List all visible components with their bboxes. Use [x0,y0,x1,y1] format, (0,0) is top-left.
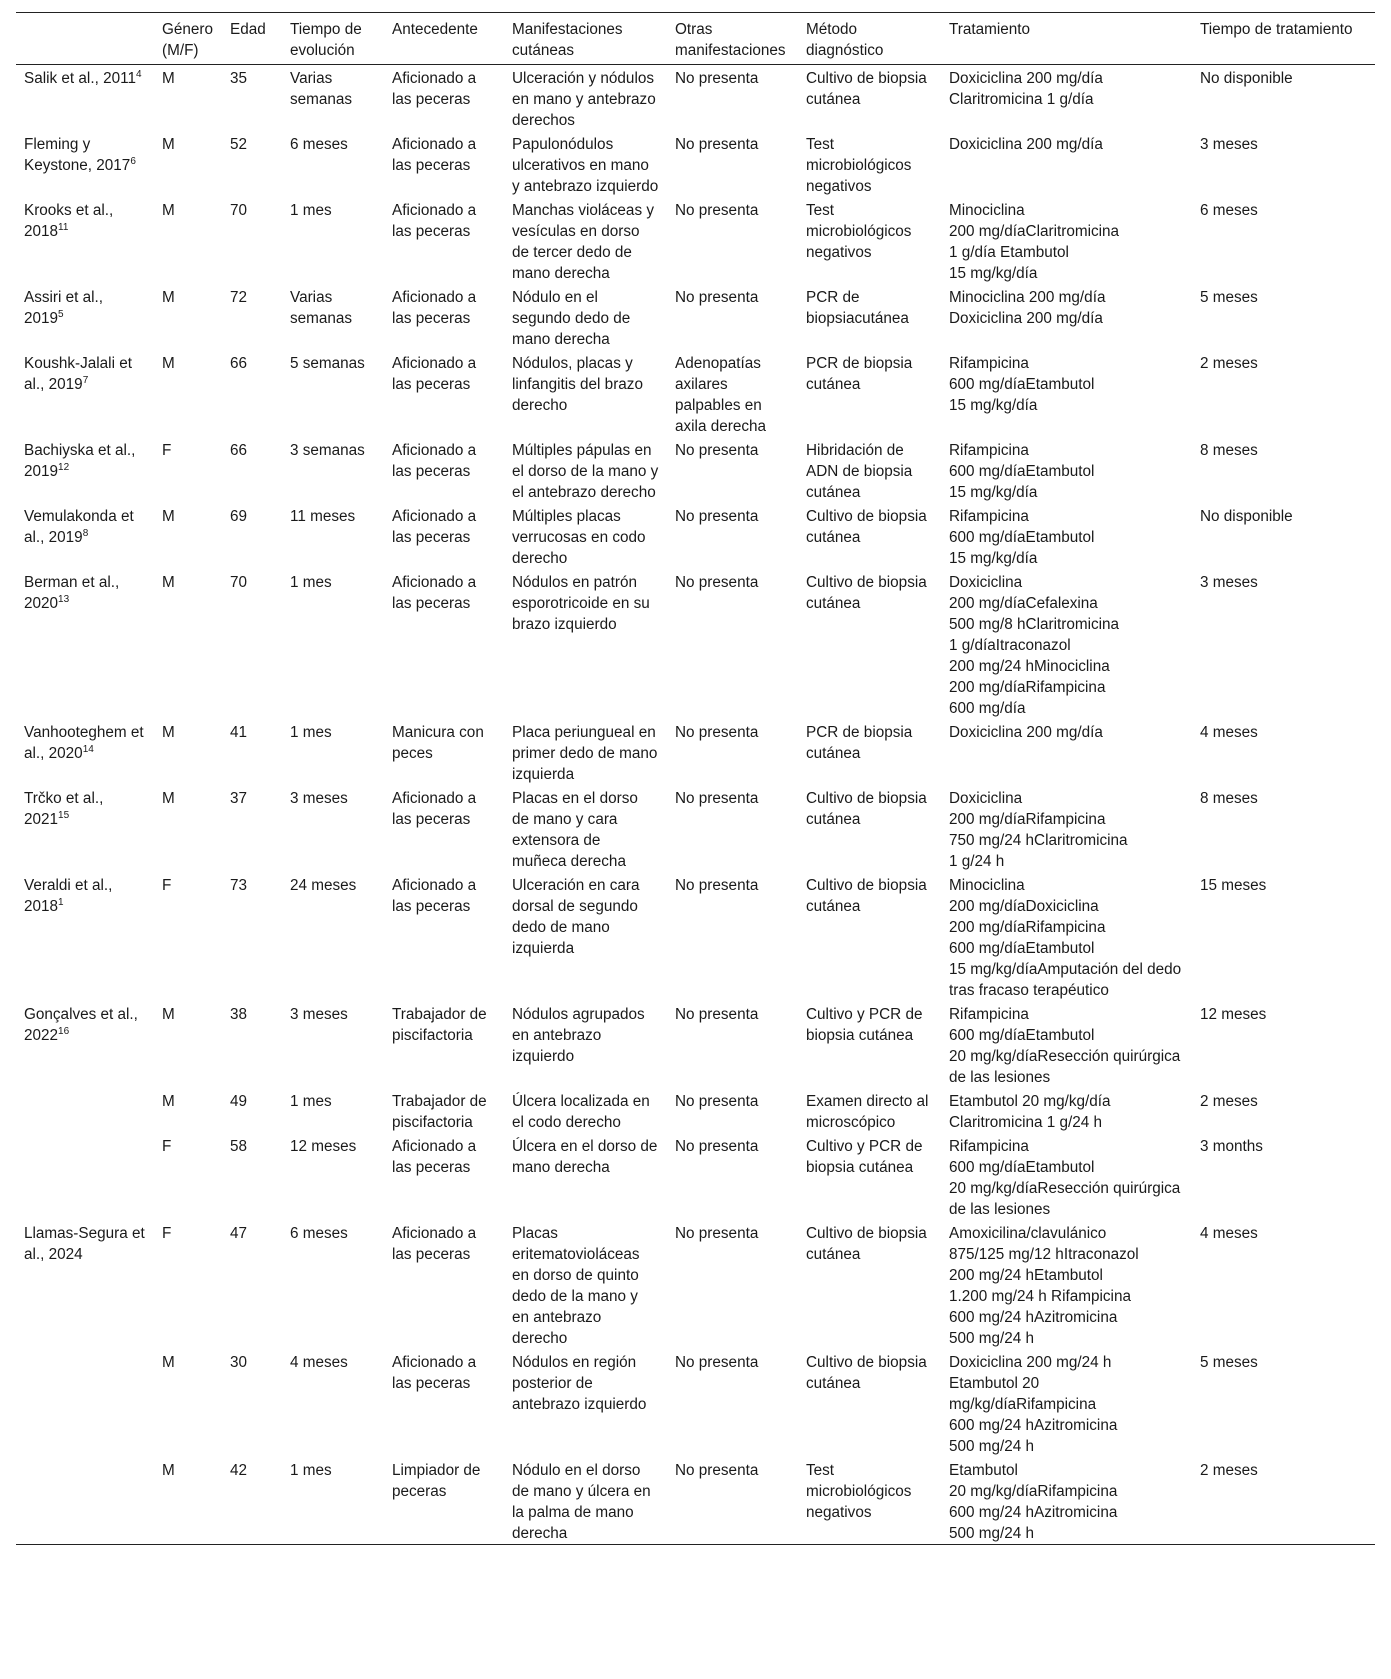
tratamiento-line: 200 mg/díaCefalexina [949,595,1098,612]
reference-citation: 13 [58,593,70,605]
cell-edad: 49 [230,1093,248,1110]
reference-text: Bachiyska et al., 2019 [24,442,136,480]
cell-manifestaciones: Ulceración y nódulos en mano y antebrazo derechos [512,70,656,129]
cell-antecedente: Aficionado a las peceras [392,1354,477,1392]
cell-tratamiento [941,65,1192,132]
cell-edad: 37 [230,790,248,807]
reference-text: Krooks et al., 2018 [24,202,114,240]
cell-otras: No presenta [675,1138,759,1155]
reference-text: Vemulakonda et al., 2019 [24,508,134,546]
cell-otras: No presenta [675,1006,759,1023]
cell-tratamiento [941,131,1192,197]
cell-tiempo: 11 meses [290,508,356,525]
tratamiento-line: 1 g/24 h [949,853,1005,870]
table-row [16,350,1375,437]
tratamiento-line: 600 mg/díaEtambutol [949,529,1095,546]
cell-tiempo: 12 meses [290,1138,357,1155]
reference-text: Assiri et al., 2019 [24,289,104,327]
tratamiento-line: 500 mg/24 h [949,1525,1035,1542]
header-edad: Edad [230,21,266,38]
cell-otras: No presenta [675,1093,759,1110]
reference-text: Salik et al., 2011 [24,70,136,87]
tratamiento-line: Rifampicina [949,508,1029,525]
table-header [16,13,1375,65]
cell-tratamiento [941,1349,1192,1457]
cell-reference [16,569,154,719]
header-tiempo-tratamiento: Tiempo de tratamiento [1200,21,1353,38]
header-genero: Género (M/F) [162,21,214,59]
cell-antecedente: Trabajador de piscifactoria [392,1093,487,1131]
cell-tiempo-tratamiento: 6 meses [1200,202,1258,219]
tratamiento-line: Doxiciclina 200 mg/día [949,136,1103,153]
cell-tiempo-tratamiento: 4 meses [1200,1225,1258,1242]
cell-manifestaciones: Placas eritematovioláceas en dorso de quinto dedo de la mano y en antebrazo derecho [512,1225,640,1347]
cell-tiempo-tratamiento: 8 meses [1200,442,1258,459]
cell-manifestaciones: Úlcera localizada en el codo derecho [512,1093,650,1131]
cell-reference [16,437,154,503]
cell-metodo: Cultivo de biopsia cutánea [806,574,927,612]
tratamiento-line: Minociclina [949,877,1025,894]
tratamiento-line: Doxiciclina 200 mg/día [949,310,1103,327]
reference-citation: 8 [82,527,89,539]
cell-tratamiento [941,1088,1192,1133]
cell-reference [16,350,154,437]
cell-genero: F [162,1138,172,1155]
cell-manifestaciones: Manchas violáceas y vesículas en dorso de tercer dedo de mano derecha [512,202,654,282]
cell-otras: No presenta [675,202,759,219]
cell-edad: 47 [230,1225,248,1242]
cell-reference [16,197,154,284]
tratamiento-line: Rifampicina [949,1006,1029,1023]
cell-antecedente: Limpiador de peceras [392,1462,481,1500]
reference-text: Gonçalves et al., 2022 [24,1006,138,1044]
cell-tiempo-tratamiento: 8 meses [1200,790,1258,807]
cell-genero: M [162,70,175,87]
cell-metodo: PCR de biopsiacutánea [806,289,909,327]
cell-reference [16,1088,154,1133]
cell-tiempo: 3 meses [290,790,348,807]
cell-manifestaciones: Nódulo en el segundo dedo de mano derecha [512,289,631,348]
cell-edad: 70 [230,202,248,219]
table-row [16,1349,1375,1457]
cell-metodo: Cultivo de biopsia cutánea [806,70,927,108]
cell-reference [16,1133,154,1220]
tratamiento-line: 600 mg/díaEtambutol [949,376,1095,393]
cell-tiempo-tratamiento: 5 meses [1200,1354,1258,1371]
tratamiento-line: 500 mg/24 h [949,1438,1035,1455]
cell-reference [16,1349,154,1457]
tratamiento-line: 875/125 mg/12 hItraconazol [949,1246,1139,1263]
table-body [16,65,1375,1545]
cell-otras: No presenta [675,724,759,741]
cell-reference [16,503,154,569]
tratamiento-line: 20 mg/kg/díaResección quirúrgica de las lesiones [949,1180,1181,1218]
table-row [16,872,1375,1001]
tratamiento-line: 750 mg/24 hClaritromicina [949,832,1128,849]
tratamiento-line: 15 mg/kg/día [949,550,1038,567]
cell-tiempo: 1 mes [290,1093,332,1110]
cell-edad: 73 [230,877,248,894]
cell-genero: M [162,1093,175,1110]
tratamiento-line: 20 mg/kg/díaRifampicina [949,1483,1118,1500]
cell-metodo: Cultivo de biopsia cutánea [806,790,927,828]
cell-tratamiento [941,1457,1192,1545]
cell-edad: 41 [230,724,248,741]
cell-tiempo-tratamiento: 2 meses [1200,1093,1258,1110]
cell-reference [16,1457,154,1545]
cell-antecedente: Aficionado a las peceras [392,1138,477,1176]
reference-citation: 16 [58,1025,70,1037]
cell-tiempo: 6 meses [290,1225,348,1242]
cell-edad: 52 [230,136,248,153]
tratamiento-line: 1 g/día Etambutol [949,244,1069,261]
cell-genero: M [162,289,175,306]
cell-otras: No presenta [675,877,759,894]
cell-metodo: Test microbiológicos negativos [806,1462,912,1521]
cell-edad: 66 [230,355,248,372]
header-manifestaciones-cutaneas: Manifestaciones cutáneas [512,21,623,59]
cell-antecedente: Aficionado a las peceras [392,289,477,327]
cell-tiempo-tratamiento: No disponible [1200,70,1293,87]
tratamiento-line: 600 mg/24 hAzitromicina [949,1309,1118,1326]
reference-text: Vanhooteghem et al., 2020 [24,724,144,762]
cell-otras: No presenta [675,790,759,807]
tratamiento-line: 600 mg/díaEtambutol [949,940,1095,957]
cell-tiempo: Varias semanas [290,289,353,327]
cell-tiempo-tratamiento: 5 meses [1200,289,1258,306]
tratamiento-line: Claritromicina 1 g/24 h [949,1114,1103,1131]
tratamiento-line: 200 mg/24 hMinociclina [949,658,1110,675]
tratamiento-line: mg/kg/díaRifampicina [949,1396,1097,1413]
header-tiempo-evolucion: Tiempo de evolución [290,21,362,59]
tratamiento-line: 500 mg/8 hClaritromicina [949,616,1120,633]
cell-metodo: Cultivo y PCR de biopsia cutánea [806,1006,923,1044]
header-metodo-diagnostico: Método diagnóstico [806,21,884,59]
cell-genero: M [162,508,175,525]
cell-tratamiento [941,284,1192,350]
cell-antecedente: Aficionado a las peceras [392,574,477,612]
cell-otras: No presenta [675,70,759,87]
tratamiento-line: 1 g/díaItraconazol [949,637,1071,654]
tratamiento-line: Claritromicina 1 g/día [949,91,1094,108]
cell-otras: No presenta [675,1354,759,1371]
cell-edad: 72 [230,289,248,306]
cell-metodo: Cultivo de biopsia cutánea [806,508,927,546]
tratamiento-line: 15 mg/kg/día [949,484,1038,501]
reference-citation: 15 [58,809,70,821]
cell-manifestaciones: Ulceración en cara dorsal de segundo dedo de mano izquierda [512,877,640,957]
reference-text: Llamas-Segura et al., 2024 [24,1225,145,1263]
cell-tiempo-tratamiento: 3 months [1200,1138,1263,1155]
cell-otras: No presenta [675,508,759,525]
reference-text: Trčko et al., 2021 [24,790,104,828]
cell-reference [16,785,154,872]
cell-tiempo: 1 mes [290,724,332,741]
table-row [16,131,1375,197]
cell-metodo: Test microbiológicos negativos [806,136,912,195]
cell-metodo: Cultivo de biopsia cutánea [806,1354,927,1392]
tratamiento-line: 600 mg/díaEtambutol [949,1027,1095,1044]
cell-otras: No presenta [675,289,759,306]
cell-tiempo: Varias semanas [290,70,353,108]
table-row [16,1220,1375,1349]
cell-tiempo: 1 mes [290,1462,332,1479]
cell-reference [16,719,154,785]
cell-tiempo: 5 semanas [290,355,365,372]
tratamiento-line: 500 mg/24 h [949,1330,1035,1347]
cell-tiempo: 6 meses [290,136,348,153]
cell-edad: 58 [230,1138,248,1155]
cell-otras: Adenopatías axilares palpables en axila derecha [675,355,766,435]
cell-tiempo-tratamiento: 2 meses [1200,1462,1258,1479]
cell-tratamiento [941,503,1192,569]
cell-tratamiento [941,1001,1192,1088]
table-row [16,284,1375,350]
tratamiento-line: 600 mg/24 hAzitromicina [949,1417,1118,1434]
tratamiento-line: Doxiciclina 200 mg/día [949,70,1103,87]
cell-genero: M [162,355,175,372]
cell-antecedente: Aficionado a las peceras [392,355,477,393]
tratamiento-line: 15 mg/kg/día [949,397,1038,414]
cell-metodo: PCR de biopsia cutánea [806,724,913,762]
cell-tratamiento [941,1133,1192,1220]
cell-antecedente: Aficionado a las peceras [392,136,477,174]
cell-genero: M [162,136,175,153]
cell-metodo: Examen directo al microscópico [806,1093,929,1131]
tratamiento-line: Minociclina 200 mg/día [949,289,1106,306]
cell-tratamiento [941,197,1192,284]
tratamiento-line: 600 mg/día [949,700,1026,717]
cell-tratamiento [941,437,1192,503]
tratamiento-line: 200 mg/díaDoxiciclina [949,898,1099,915]
cell-edad: 42 [230,1462,248,1479]
cell-genero: M [162,574,175,591]
cell-reference [16,1001,154,1088]
table-row [16,1001,1375,1088]
cell-tiempo-tratamiento: 12 meses [1200,1006,1267,1023]
cell-tratamiento [941,872,1192,1001]
table-row [16,437,1375,503]
reference-citation: 12 [58,461,70,473]
cell-tiempo: 3 semanas [290,442,365,459]
cell-edad: 66 [230,442,248,459]
cell-tiempo-tratamiento: No disponible [1200,508,1293,525]
cell-manifestaciones: Papulonódulos ulcerativos en mano y antebrazo izquierdo [512,136,659,195]
cell-manifestaciones: Nódulos en región posterior de antebrazo izquierdo [512,1354,647,1413]
cell-tiempo: 4 meses [290,1354,348,1371]
table-row [16,1457,1375,1545]
cell-metodo: Cultivo y PCR de biopsia cutánea [806,1138,923,1176]
header-otras-manifestaciones: Otras manifestaciones [675,21,786,59]
reference-citation: 14 [82,743,94,755]
cell-manifestaciones: Múltiples placas verrucosas en codo derecho [512,508,646,567]
table-row [16,1133,1375,1220]
reference-text: Veraldi et al., 2018 [24,877,113,915]
cell-antecedente: Manicura con peces [392,724,484,762]
cell-tratamiento [941,569,1192,719]
reference-citation: 7 [82,374,89,386]
cell-genero: M [162,724,175,741]
tratamiento-line: 600 mg/díaEtambutol [949,463,1095,480]
tratamiento-line: Rifampicina [949,355,1029,372]
cell-antecedente: Aficionado a las peceras [392,790,477,828]
cell-reference [16,284,154,350]
cell-genero: M [162,202,175,219]
tratamiento-line: Doxiciclina 200 mg/día [949,724,1103,741]
cell-manifestaciones: Placas en el dorso de mano y cara extensora de muñeca derecha [512,790,638,870]
cell-metodo: Cultivo de biopsia cutánea [806,1225,927,1263]
cell-edad: 30 [230,1354,248,1371]
header-tratamiento: Tratamiento [949,21,1031,38]
cell-manifestaciones: Nódulo en el dorso de mano y úlcera en la palma de mano derecha [512,1462,651,1542]
tratamiento-line: 15 mg/kg/díaAmputación del dedo tras fracaso terapéutico [949,961,1182,999]
cell-edad: 38 [230,1006,248,1023]
cell-metodo: Test microbiológicos negativos [806,202,912,261]
cell-tiempo-tratamiento: 3 meses [1200,574,1258,591]
tratamiento-line: 1.200 mg/24 h Rifampicina [949,1288,1131,1305]
cell-genero: M [162,790,175,807]
tratamiento-line: Doxiciclina [949,790,1023,807]
header-antecedente: Antecedente [392,21,478,38]
tratamiento-line: Doxiciclina [949,574,1023,591]
reference-citation: 5 [58,308,64,320]
reference-citation: 6 [130,155,136,167]
cell-manifestaciones: Placa periungueal en primer dedo de mano izquierda [512,724,658,783]
cell-otras: No presenta [675,1462,759,1479]
cell-genero: F [162,1225,172,1242]
cell-metodo: Hibridación de ADN de biopsia cutánea [806,442,913,501]
tratamiento-line: 200 mg/24 hEtambutol [949,1267,1103,1284]
cell-manifestaciones: Úlcera en el dorso de mano derecha [512,1138,658,1176]
tratamiento-line: Etambutol [949,1462,1018,1479]
tratamiento-line: Doxiciclina 200 mg/24 h [949,1354,1112,1371]
cell-tratamiento [941,350,1192,437]
cell-genero: F [162,442,172,459]
cell-manifestaciones: Nódulos, placas y linfangitis del brazo derecho [512,355,643,414]
cell-tiempo-tratamiento: 2 meses [1200,355,1258,372]
tratamiento-line: Etambutol 20 mg/kg/día [949,1093,1111,1110]
header-ref [16,13,154,65]
table-row [16,719,1375,785]
cell-manifestaciones: Nódulos en patrón esporotricoide en su brazo izquierdo [512,574,650,633]
cell-antecedente: Trabajador de piscifactoria [392,1006,487,1044]
tratamiento-line: 20 mg/kg/díaResección quirúrgica de las lesiones [949,1048,1181,1086]
reference-text: Fleming y Keystone, 2017 [24,136,131,174]
cell-edad: 69 [230,508,248,525]
tratamiento-line: 200 mg/díaRifampicina [949,679,1106,696]
reference-text: Koushk-Jalali et al., 2019 [24,355,132,393]
table-row [16,785,1375,872]
cell-tiempo: 1 mes [290,202,332,219]
table-row [16,65,1375,132]
cell-tratamiento [941,1220,1192,1349]
reference-citation: 4 [135,68,142,80]
cell-antecedente: Aficionado a las peceras [392,508,477,546]
table-row [16,197,1375,284]
cell-reference [16,872,154,1001]
reference-citation: 11 [58,221,69,233]
cell-genero: M [162,1006,175,1023]
cell-tiempo-tratamiento: 4 meses [1200,724,1258,741]
cell-reference [16,131,154,197]
tratamiento-line: 200 mg/díaClaritromicina [949,223,1120,240]
table-row [16,503,1375,569]
cell-antecedente: Aficionado a las peceras [392,1225,477,1263]
cell-tiempo: 1 mes [290,574,332,591]
cell-antecedente: Aficionado a las peceras [392,202,477,240]
cell-antecedente: Aficionado a las peceras [392,877,477,915]
cell-metodo: PCR de biopsia cutánea [806,355,913,393]
cell-tiempo-tratamiento: 3 meses [1200,136,1258,153]
cell-antecedente: Aficionado a las peceras [392,70,477,108]
cell-manifestaciones: Nódulos agrupados en antebrazo izquierdo [512,1006,645,1065]
cell-tiempo: 24 meses [290,877,357,894]
cases-table [16,12,1375,1545]
cell-manifestaciones: Múltiples pápulas en el dorso de la mano y el antebrazo derecho [512,442,659,501]
cell-otras: No presenta [675,574,759,591]
cell-metodo: Cultivo de biopsia cutánea [806,877,927,915]
cell-edad: 70 [230,574,248,591]
tratamiento-line: 600 mg/díaEtambutol [949,1159,1095,1176]
cell-tiempo: 3 meses [290,1006,348,1023]
tratamiento-line: 600 mg/24 hAzitromicina [949,1504,1118,1521]
table-row [16,569,1375,719]
reference-text: Berman et al., 2020 [24,574,120,612]
cell-genero: M [162,1462,175,1479]
cell-otras: No presenta [675,136,759,153]
cell-tratamiento [941,719,1192,785]
cell-antecedente: Aficionado a las peceras [392,442,477,480]
cell-otras: No presenta [675,1225,759,1242]
cell-genero: M [162,1354,175,1371]
tratamiento-line: 200 mg/díaRifampicina [949,919,1106,936]
cell-reference [16,65,154,132]
tratamiento-line: 200 mg/díaRifampicina [949,811,1106,828]
tratamiento-line: 15 mg/kg/día [949,265,1038,282]
header-row [16,13,1375,65]
tratamiento-line: Rifampicina [949,442,1029,459]
cell-otras: No presenta [675,442,759,459]
cell-reference [16,1220,154,1349]
tratamiento-line: Rifampicina [949,1138,1029,1155]
tratamiento-line: Amoxicilina/clavulánico [949,1225,1107,1242]
cell-tratamiento [941,785,1192,872]
cell-tiempo-tratamiento: 15 meses [1200,877,1267,894]
cell-genero: F [162,877,172,894]
tratamiento-line: Minociclina [949,202,1025,219]
tratamiento-line: Etambutol 20 [949,1375,1040,1392]
cell-edad: 35 [230,70,248,87]
reference-citation: 1 [58,896,64,908]
table-row [16,1088,1375,1133]
